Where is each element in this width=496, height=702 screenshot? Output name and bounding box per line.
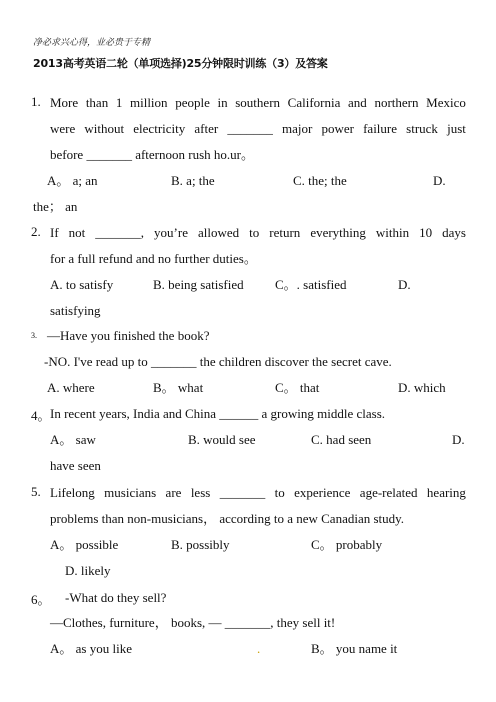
q4-option-d-cont: have seen: [50, 458, 101, 473]
q1-line-1: [50, 94, 466, 111]
word: allowed: [197, 225, 240, 240]
word: were: [50, 121, 76, 136]
q4-option-b: B. would see: [188, 432, 256, 447]
word: million: [129, 95, 168, 110]
q5-option-b: B. possibly: [171, 537, 230, 552]
q3-line-1: —Have you finished the book?: [47, 328, 210, 343]
q3-line-2: -NO. I've read up to _______ the children discover the secret cave.: [44, 354, 392, 369]
q1-option-d-cont: the； an: [33, 199, 78, 214]
word: If: [50, 225, 59, 240]
word: southern: [235, 95, 281, 110]
q3-number: 3.: [31, 331, 37, 340]
word: days: [442, 225, 466, 240]
word: to: [274, 485, 285, 500]
q5-line-1: [50, 484, 466, 501]
q6-line-2: —Clothes, furniture， books, — _______, they sell it!: [50, 615, 336, 630]
q1-option-a: A。 a; an: [47, 173, 98, 188]
word: experience: [294, 485, 351, 500]
q2-option-d-cont: satisfying: [50, 303, 101, 318]
word: in: [217, 95, 228, 110]
word: 1: [115, 95, 123, 110]
q6-number: 6。: [31, 592, 51, 607]
q3-option-a: A. where: [47, 380, 95, 395]
q1-line-2: [50, 120, 466, 137]
q4-option-a: A。 saw: [50, 432, 96, 447]
word: failure: [363, 121, 398, 136]
word: everything: [310, 225, 366, 240]
q2-option-b: B. being satisfied: [153, 277, 244, 292]
q3-option-b: B。 what: [153, 380, 204, 395]
q5-number: 5.: [31, 484, 41, 499]
q5-option-a: A。 possible: [50, 537, 119, 552]
word: power: [321, 121, 354, 136]
q4-option-d: D.: [452, 432, 465, 447]
word: you’re: [154, 225, 188, 240]
q6-line-1: -What do they sell?: [65, 590, 167, 605]
word: without: [84, 121, 125, 136]
word: to: [249, 225, 260, 240]
q2-option-a: A. to satisfy: [50, 277, 114, 292]
word: are: [165, 485, 182, 500]
word: not: [68, 225, 86, 240]
word: struck: [406, 121, 438, 136]
word: _______: [219, 485, 266, 500]
word: 10: [419, 225, 433, 240]
word: after: [194, 121, 219, 136]
q4-line-1: In recent years, India and China ______ a growing middle class.: [50, 406, 386, 421]
q2-option-c: C。. satisfied: [275, 277, 347, 292]
q1-option-b: B. a; the: [171, 173, 215, 188]
q2-number: 2.: [31, 224, 41, 239]
q6-stray-dot: .: [257, 641, 261, 656]
q1-option-c: C. the; the: [293, 173, 347, 188]
q1-option-d: D.: [433, 173, 446, 188]
word: California: [287, 95, 341, 110]
q6-option-b: B。 you name it: [311, 641, 398, 656]
word: just: [447, 121, 466, 136]
q1-line-3: before _______ afternoon rush ho.ur。: [50, 147, 254, 162]
q3-option-d: D. which: [398, 380, 446, 395]
word: hearing: [426, 485, 466, 500]
q2-option-d: D.: [398, 277, 411, 292]
word: less: [190, 485, 211, 500]
word: than: [85, 95, 109, 110]
word: _______,: [95, 225, 145, 240]
q4-number: 4。: [31, 408, 51, 423]
q2-line-1: [50, 224, 466, 241]
word: within: [375, 225, 410, 240]
q5-line-2: problems than non-musicians， according to a new Canadian study.: [50, 511, 405, 526]
q4-option-c: C. had seen: [311, 432, 372, 447]
word: Mexico: [426, 95, 466, 110]
q6-option-a: A。 as you like: [50, 641, 132, 656]
word: electricity: [133, 121, 186, 136]
word: Lifelong: [50, 485, 95, 500]
word: age-related: [359, 485, 418, 500]
q5-option-d: D. likely: [65, 563, 111, 578]
q5-option-c: C。 probably: [311, 537, 383, 552]
word: musicians: [104, 485, 157, 500]
word: major: [281, 121, 313, 136]
word: northern: [374, 95, 419, 110]
q3-option-c: C。 that: [275, 380, 320, 395]
word: More: [50, 95, 79, 110]
word: return: [269, 225, 301, 240]
q2-line-2: for a full refund and no further duties。: [50, 251, 257, 266]
word: and: [348, 95, 367, 110]
page-header: 净必求兴心得，业必贵于专精: [33, 37, 151, 47]
word: _______: [227, 121, 273, 136]
word: people: [175, 95, 210, 110]
document-title: 2013高考英语二轮（单项选择)25分钟限时训练（3）及答案: [33, 57, 328, 70]
q1-number: 1.: [31, 94, 41, 109]
